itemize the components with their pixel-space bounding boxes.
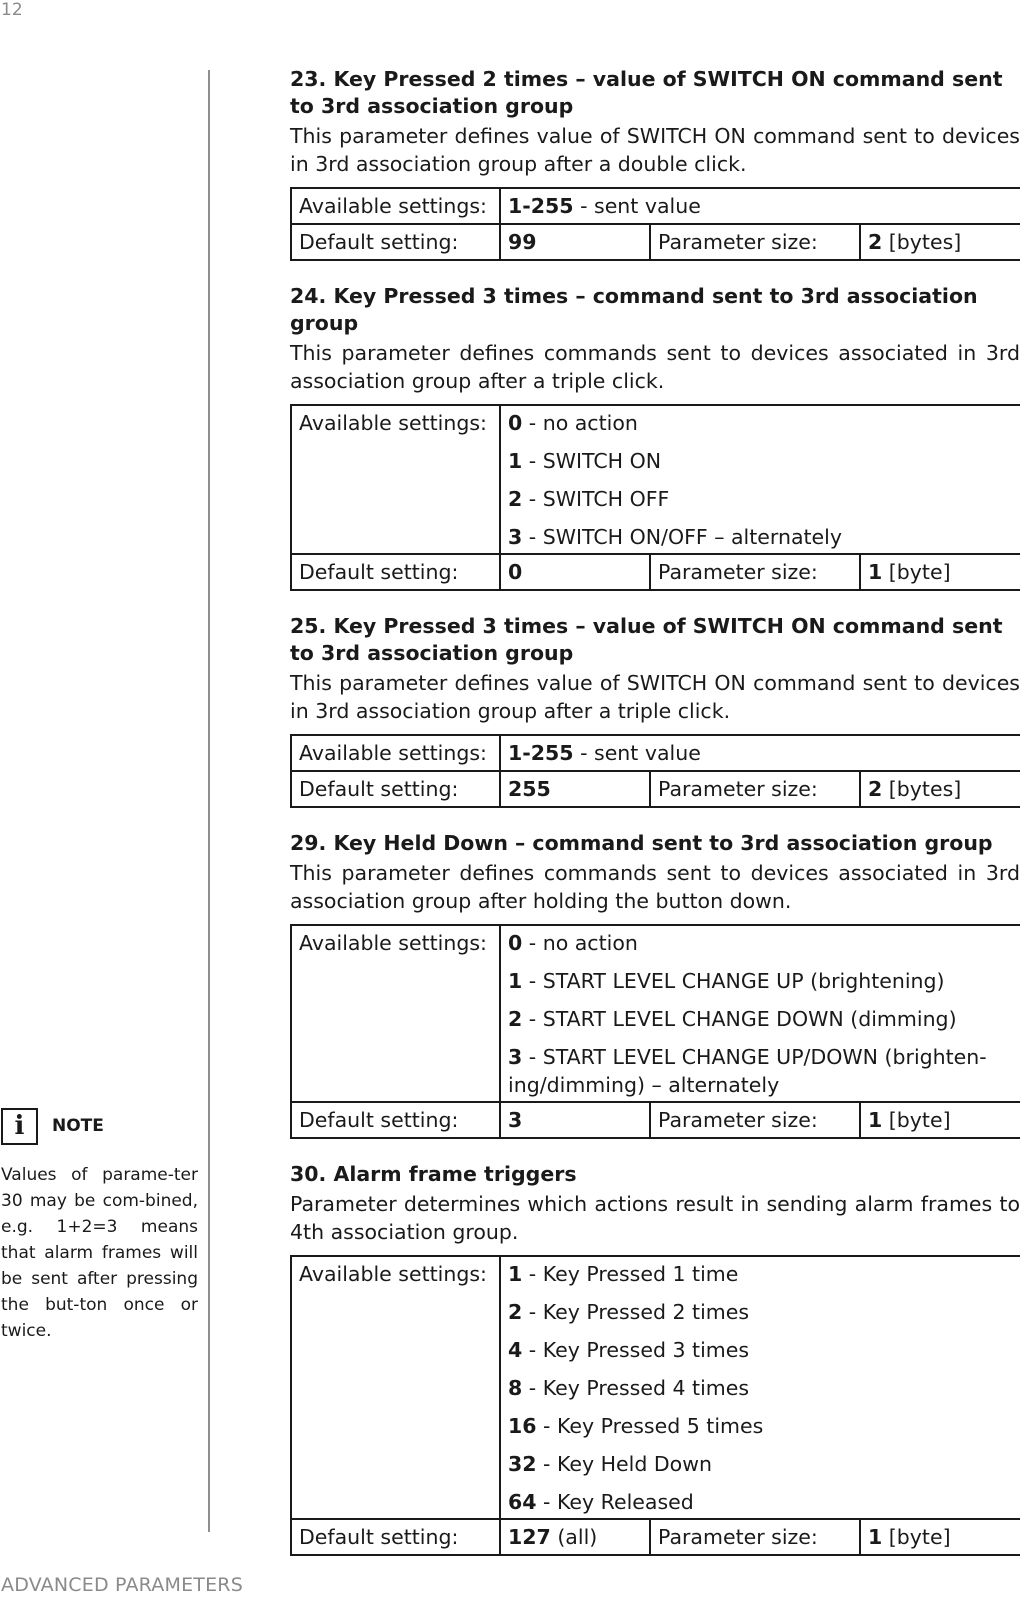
default-row	[291, 554, 1020, 590]
option-item	[508, 409, 1013, 437]
option-text: - Key Pressed 2 times	[522, 1300, 750, 1324]
size-value: 1	[868, 560, 883, 584]
option-value: 1	[508, 1262, 523, 1286]
option-item	[508, 1488, 1013, 1516]
info-icon: i	[1, 1108, 38, 1145]
section-description: This parameter defines value of SWITCH ON command sent to devices in 3rd association group after a triple click.	[290, 671, 1020, 723]
size-value-cell	[860, 771, 1020, 807]
settings-table	[290, 1255, 1020, 1556]
option-text: - START LEVEL CHANGE UP (brightening)	[522, 969, 945, 993]
available-row	[291, 925, 1020, 1102]
size-label: Parameter size:	[650, 771, 860, 807]
option-text: - no action	[522, 411, 638, 435]
size-label: Parameter size:	[650, 1102, 860, 1138]
size-value-cell	[860, 224, 1020, 260]
option-value: 16	[508, 1414, 537, 1438]
option-item	[508, 967, 1013, 995]
default-value-cell	[500, 554, 650, 590]
available-label: Available settings:	[291, 1256, 500, 1519]
option-item	[508, 485, 1013, 513]
section-title: 23. Key Pressed 2 times – value of SWITCH ON command sent to 3rd association group	[290, 67, 1003, 118]
available-label: Available settings:	[291, 188, 500, 224]
size-unit: [byte]	[882, 1525, 951, 1549]
settings-table	[290, 404, 1020, 591]
note-label: NOTE	[52, 1116, 104, 1136]
option-value: 4	[508, 1338, 523, 1362]
option-item	[508, 1336, 1013, 1364]
option-value: 8	[508, 1376, 523, 1400]
default-row	[291, 224, 1020, 260]
option-item	[508, 447, 1013, 475]
size-label: Parameter size:	[650, 1519, 860, 1555]
size-value-cell	[860, 554, 1020, 590]
option-value: 64	[508, 1490, 537, 1514]
section-description: Parameter determines which actions result in sending alarm frames to 4th association group.	[290, 1192, 1020, 1244]
available-label: Available settings:	[291, 405, 500, 554]
default-row	[291, 1519, 1020, 1555]
option-item	[508, 1260, 1013, 1288]
option-value: 0	[508, 411, 523, 435]
option-item	[508, 523, 1013, 551]
available-options	[500, 188, 1020, 224]
option-text: - START LEVEL CHANGE DOWN (dimming)	[522, 1007, 957, 1031]
option-value: 2	[508, 487, 523, 511]
option-text: - Key Released	[536, 1490, 694, 1514]
size-label: Parameter size:	[650, 224, 860, 260]
option-value: 2	[508, 1007, 523, 1031]
size-unit: [bytes]	[882, 230, 962, 254]
section-title: 25. Key Pressed 3 times – value of SWITCH ON command sent to 3rd association group	[290, 614, 1003, 665]
section-description: This parameter defines commands sent to devices associated in 3rd association group after holding the button down.	[290, 861, 1020, 913]
option-text: - sent value	[573, 194, 701, 218]
default-row	[291, 771, 1020, 807]
note-header	[1, 1104, 198, 1148]
size-label: Parameter size:	[650, 554, 860, 590]
section-description: This parameter defines value of SWITCH ON command sent to devices in 3rd association group after a double click.	[290, 124, 1020, 176]
note-box	[1, 1104, 198, 1344]
option-item	[508, 929, 1013, 957]
default-value: 3	[508, 1108, 523, 1132]
default-value: 255	[508, 777, 551, 801]
default-value: 99	[508, 230, 537, 254]
sidebar-divider	[208, 70, 210, 1532]
available-options	[500, 925, 1020, 1102]
size-value-cell	[860, 1102, 1020, 1138]
section-title: 29. Key Held Down – command sent to 3rd association group	[290, 831, 993, 855]
option-text: - START LEVEL CHANGE UP/DOWN (brighten-ing/dimming) – alternately	[508, 1045, 987, 1097]
option-text: - Key Pressed 1 time	[522, 1262, 739, 1286]
default-label: Default setting:	[291, 1519, 500, 1555]
option-value: 1	[508, 449, 523, 473]
default-value-cell	[500, 224, 650, 260]
option-text: - Key Held Down	[536, 1452, 712, 1476]
size-value: 1	[868, 1525, 883, 1549]
option-value: 1-255	[508, 194, 574, 218]
parameter-25-section	[290, 613, 1020, 808]
note-text: Values of parame-ter 30 may be com-bined, e.g. 1+2=3 means that alarm frames will be sent after pressing the but-ton once or twice.	[1, 1165, 198, 1341]
option-item	[508, 1374, 1013, 1402]
default-value-cell	[500, 771, 650, 807]
option-text: - Key Pressed 5 times	[536, 1414, 764, 1438]
available-label: Available settings:	[291, 925, 500, 1102]
default-label: Default setting:	[291, 224, 500, 260]
section-title: 30. Alarm frame triggers	[290, 1162, 577, 1186]
default-extra: (all)	[550, 1525, 598, 1549]
default-value-cell	[500, 1519, 650, 1555]
size-unit: [byte]	[882, 560, 951, 584]
settings-table	[290, 187, 1020, 261]
option-item	[508, 1005, 1013, 1033]
default-value-cell	[500, 1102, 650, 1138]
available-row	[291, 1256, 1020, 1519]
default-row	[291, 1102, 1020, 1138]
default-label: Default setting:	[291, 771, 500, 807]
parameter-30-section	[290, 1161, 1020, 1556]
size-value: 1	[868, 1108, 883, 1132]
page-number: 12	[1, 0, 23, 20]
settings-table	[290, 734, 1020, 808]
size-value: 2	[868, 230, 883, 254]
parameter-24-section	[290, 283, 1020, 591]
size-unit: [bytes]	[882, 777, 962, 801]
available-row	[291, 405, 1020, 554]
parameters-column	[290, 66, 1020, 1556]
parameter-23-section	[290, 66, 1020, 261]
option-text: - SWITCH ON/OFF – alternately	[522, 525, 842, 549]
available-options	[500, 405, 1020, 554]
option-text: - Key Pressed 3 times	[522, 1338, 750, 1362]
section-title: 24. Key Pressed 3 times – command sent to 3rd association group	[290, 284, 978, 335]
available-label: Available settings:	[291, 735, 500, 771]
parameter-29-section	[290, 830, 1020, 1139]
option-value: 1-255	[508, 741, 574, 765]
option-item	[508, 1043, 1013, 1099]
option-text: - SWITCH ON	[522, 449, 662, 473]
size-value: 2	[868, 777, 883, 801]
default-label: Default setting:	[291, 554, 500, 590]
option-text: - sent value	[573, 741, 701, 765]
option-value: 3	[508, 525, 523, 549]
option-item	[508, 1412, 1013, 1440]
size-value-cell	[860, 1519, 1020, 1555]
size-unit: [byte]	[882, 1108, 951, 1132]
section-description: This parameter defines commands sent to devices associated in 3rd association group after a triple click.	[290, 341, 1020, 393]
available-row	[291, 188, 1020, 224]
option-value: 32	[508, 1452, 537, 1476]
available-options	[500, 1256, 1020, 1519]
option-value: 2	[508, 1300, 523, 1324]
default-value: 127	[508, 1525, 551, 1549]
option-value: 0	[508, 931, 523, 955]
option-text: - SWITCH OFF	[522, 487, 670, 511]
default-value: 0	[508, 560, 523, 584]
option-item	[508, 1298, 1013, 1326]
available-row	[291, 735, 1020, 771]
option-text: - Key Pressed 4 times	[522, 1376, 750, 1400]
option-item	[508, 739, 1013, 767]
footer-label: ADVANCED PARAMETERS	[1, 1574, 243, 1596]
option-item	[508, 1450, 1013, 1478]
available-options	[500, 735, 1020, 771]
option-value: 1	[508, 969, 523, 993]
option-value: 3	[508, 1045, 523, 1069]
settings-table	[290, 924, 1020, 1139]
option-text: - no action	[522, 931, 638, 955]
option-item	[508, 192, 1013, 220]
default-label: Default setting:	[291, 1102, 500, 1138]
